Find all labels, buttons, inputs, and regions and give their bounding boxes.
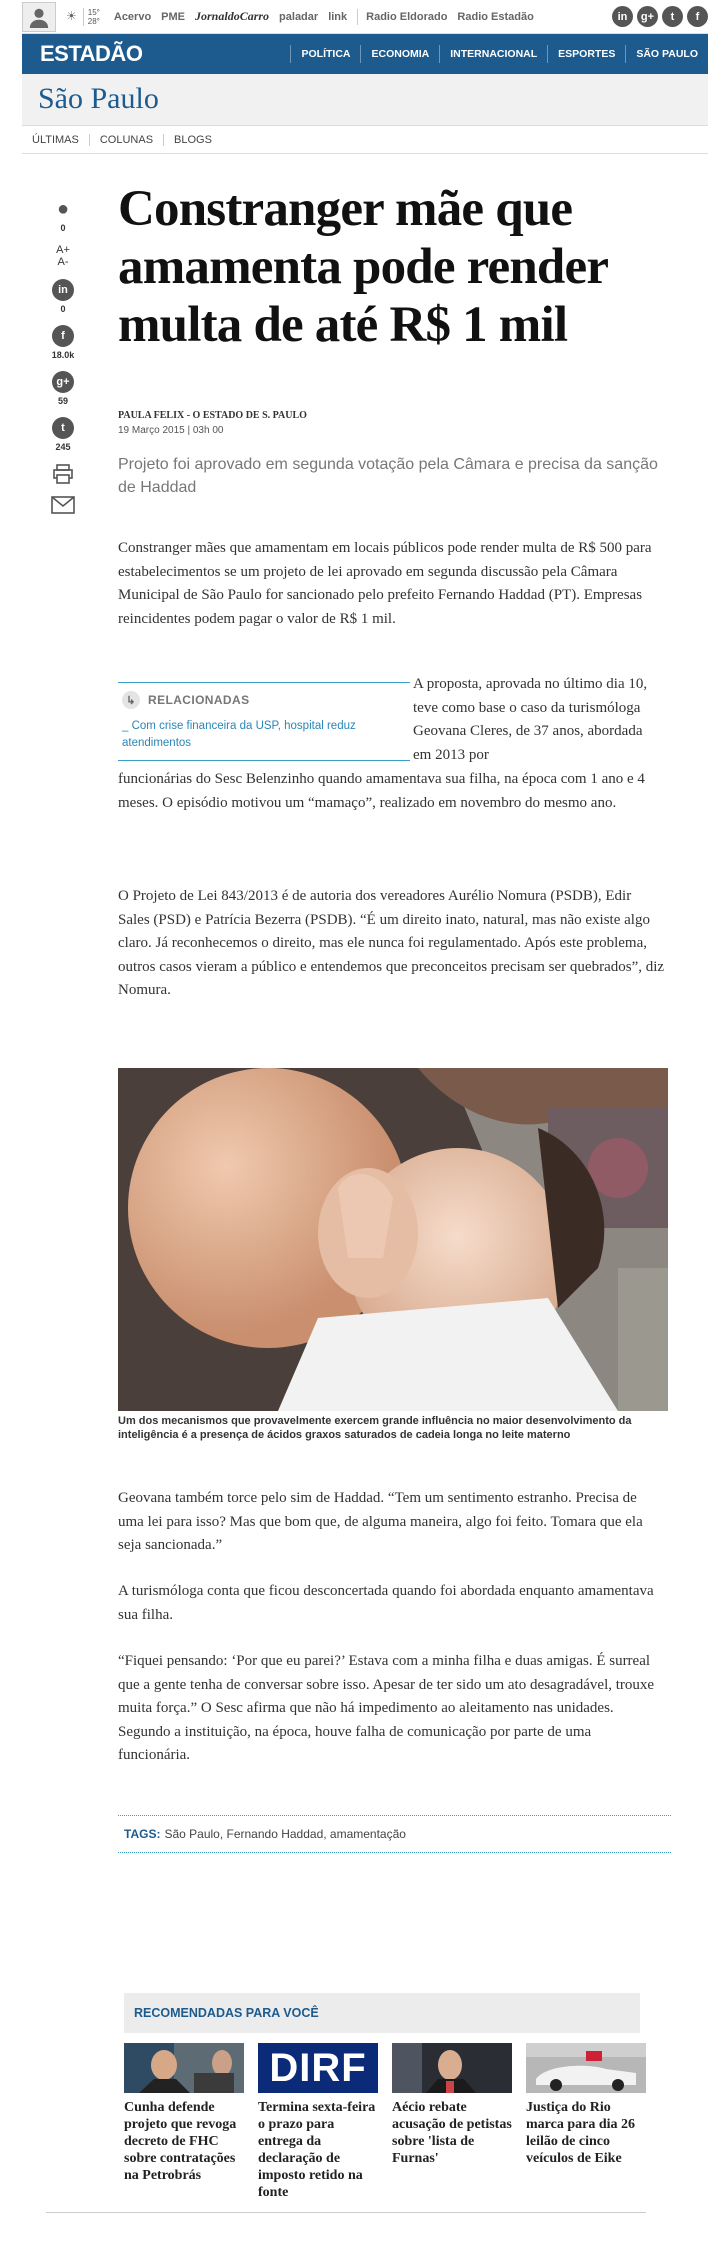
article-date: 19 Março 2015 | 03h 00 [118,425,224,436]
weather-icon: ☀ [66,9,77,23]
dirf-logo: DIRF [269,2046,367,2090]
recommended-title[interactable]: Cunha defende projeto que revoga decreto de FHC sobre contratações na Petrobrás [124,2100,237,2183]
recommended-card[interactable] [392,2043,512,2201]
nav-item-internacional[interactable]: INTERNACIONAL [439,45,547,63]
facebook-count: 18.0k [51,350,75,360]
link-pme[interactable]: PME [161,10,186,23]
article-paragraph-2: funcionárias do Sesc Belenzinho quando amamentava sua filha, na época com 1 ano e 4 meses. O episódio motivou um “mamaço”, realizado em novembro do mesmo ano. [118,771,645,811]
googleplus-count: 59 [57,396,68,406]
nav-item-sao-paulo[interactable]: SÃO PAULO [625,45,708,63]
recommended-card[interactable] [526,2043,646,2201]
recommended-title[interactable]: Aécio rebate acusação de petistas sobre 'lista de Furnas' [392,2100,512,2166]
tags-bar [118,1815,671,1853]
photo-caption: Um dos mecanismos que provavelmente exercem grande influência no maior desenvolvimento da inteligência é a presença de ácidos graxos saturados de cadeia longa no leite materno [118,1415,632,1441]
comments-button[interactable] [57,198,69,233]
related-link[interactable]: _ Com crise financeira da USP, hospital reduz atendimentos [122,720,356,749]
link-acervo[interactable]: Acervo [113,10,152,23]
article-lead: Projeto foi aprovado em segunda votação pela Câmara e precisa da sanção de Haddad [118,456,658,496]
subnav-ultimas[interactable]: ÚLTIMAS [22,134,90,146]
recommended-grid [124,2043,644,2201]
recommended-thumb-eike [526,2043,646,2093]
footer-divider [46,2212,646,2213]
googleplus-icon: g+ [52,371,74,393]
recommended-thumb-dirf [258,2043,378,2093]
main-nav [22,34,708,74]
user-login-icon[interactable] [22,2,56,32]
facebook-icon: f [52,325,74,347]
subnav-blogs[interactable]: BLOGS [174,133,212,146]
recommended-card[interactable] [124,2043,244,2201]
article-paragraph-5: A turismóloga conta que ficou desconcertada quando foi abordada enquanto amamentava sua filha. [118,1583,654,1623]
section-title[interactable]: São Paulo [38,82,159,115]
recommended-title[interactable]: Termina sexta-feira o prazo para entrega da declaração de imposto retido na fonte [258,2100,376,2200]
breastfeeding-photo [118,1068,668,1411]
nav-item-economia[interactable]: ECONOMIA [360,45,439,63]
facebook-share[interactable] [52,325,75,360]
social-links [608,6,708,27]
share-column [40,198,86,525]
font-decrease-button[interactable]: A- [57,256,69,268]
article-paragraph-3: O Projeto de Lei 843/2013 é de autoria dos vereadores Aurélio Nomura (PSDB), Edir Sales (PSD) e Patrícia Bezerra (PSDB). “É um direito inato, natural, mas não existe algo claro. Já reconhecemos o direito, mas ele nunca foi regulamentado. Após este problema, outros casos vieram a público e entendemos que preconceitos precisam ser quebrados”, diz Nomura. [118,888,665,998]
link-radio-estadao[interactable]: Radio Estadão [457,10,534,23]
article-photo[interactable] [118,1068,668,1411]
estadao-logo[interactable]: ESTADÃO [40,41,143,66]
article-paragraph-4: Geovana também torce pelo sim de Haddad. “Tem um sentimento estranho. Precisa de uma lei para isso? Mas que bom que, de alguma maneira, algo foi feito. Tomara que ela seja sancionada.” [118,1490,643,1553]
linkedin-share[interactable] [52,279,74,314]
linkedin-count: 0 [60,304,66,314]
nav-item-esportes[interactable]: ESPORTES [547,45,625,63]
twitter-icon: t [52,417,74,439]
nav-item-politica[interactable]: POLÍTICA [290,45,360,63]
article-paragraph-1: Constranger mães que amamentam em locais públicos pode render multa de R$ 500 para estabelecimentos se um projeto de lei aprovado em segunda discussão pela Câmara Municipal de São Paulo for sancionado pelo prefeito Fernando Haddad (PT). Empresas reincidentes podem pagar o valor de R$ 1 mil. [118,540,652,627]
linkedin-icon[interactable]: in [612,6,633,27]
top-utility-bar [22,0,708,34]
article-paragraph-6: “Fiquei pensando: ‘Por que eu parei?’ Estava com a minha filha e duas amigas. É surreal que a gente tenha de conversar sobre isso. Apesar de ter sido um ato desagradável, trouxe muita força.” O Sesc afirma que não há impedimento ao aleitamento nas unidades. Segundo a instituição, na época, houve falha de comunicação por parte de uma funcionária. [118,1653,655,1763]
twitter-share[interactable] [52,417,74,452]
recommended-thumb-cunha [124,2043,244,2093]
googleplus-share[interactable] [52,371,74,406]
weather-widget [62,8,100,26]
print-button[interactable] [52,463,74,485]
section-header [22,74,708,126]
related-arrow-icon: ↳ [122,691,140,709]
recommended-thumb-aecio [392,2043,512,2093]
related-label: RELACIONADAS [148,693,250,707]
recommended-card[interactable] [258,2043,378,2201]
article-paragraph-2-side: A proposta, aprovada no último dia 10, teve como base o caso da turismóloga Geovana Cleres, de 37 anos, abordada em 2013 por [413,676,648,763]
top-links [114,9,544,25]
link-paladar[interactable]: paladar [279,10,319,23]
font-increase-button[interactable]: A+ [56,244,70,256]
link-link[interactable]: link [328,10,348,23]
email-button[interactable] [51,496,75,514]
recommended-header: RECOMENDADAS PARA VOCÊ [124,1993,640,2033]
article-byline: PAULA FELIX - O ESTADO DE S. PAULO [118,410,307,421]
recommended-title[interactable]: Justiça do Rio marca para dia 26 leilão de cinco veículos de Eike [526,2100,636,2166]
comments-count: 0 [60,223,66,233]
tags-label: TAGS: [124,1827,161,1841]
twitter-count: 245 [55,442,71,452]
comment-icon: ● [56,198,70,220]
weather-high: 28° [87,16,100,26]
print-icon [52,463,74,485]
link-radio-eldorado[interactable]: Radio Eldorado [366,10,448,23]
subnav-colunas[interactable]: COLUNAS [90,134,164,146]
tags-list[interactable]: São Paulo, Fernando Haddad, amamentação [164,1827,406,1841]
divider [357,9,358,25]
googleplus-icon[interactable]: g+ [637,6,658,27]
section-subnav [22,126,708,154]
linkedin-icon: in [52,279,74,301]
facebook-icon[interactable]: f [687,6,708,27]
related-box [118,682,410,761]
twitter-icon[interactable]: t [662,6,683,27]
email-icon [51,496,75,514]
article-headline: Constranger mãe que amamenta pode render multa de até R$ 1 mil [118,181,608,353]
weather-low: 15° [87,7,100,17]
link-jornaldocarro[interactable]: JornaldoCarro [195,9,270,23]
